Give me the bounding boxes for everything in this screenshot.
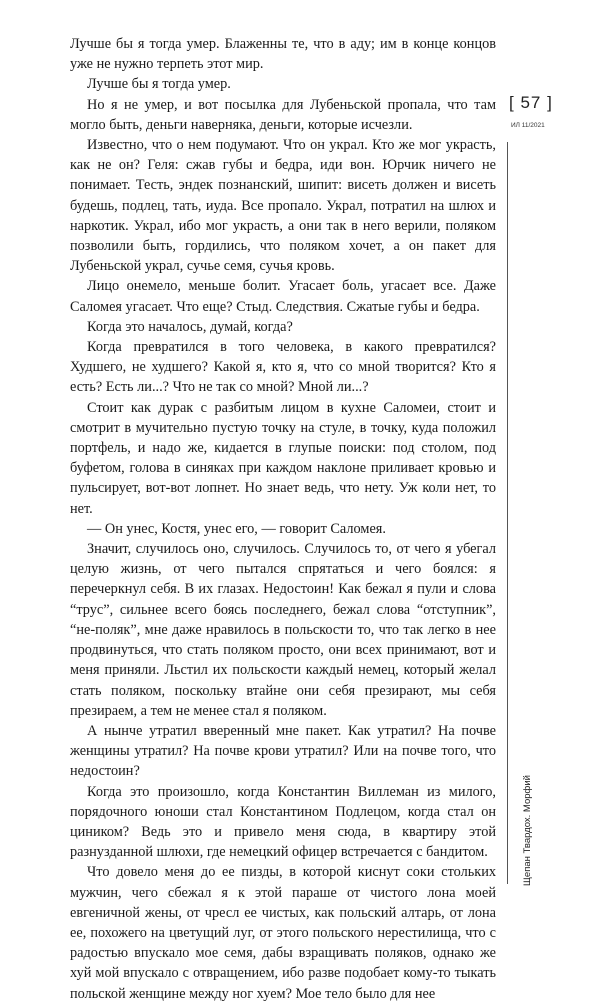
paragraph: Когда превратился в того человека, в какого превратился? Худшего, не худшего? Какой я, кто я, что со мной творится? Кто я есть? Есть ли...? Что не так со мной? Мной ли...? [70,339,496,396]
paragraph: Лицо онемело, меньше болит. Угасает боль, угасает все. Даже Саломея угасает. Что еще? Стыд. Следствия. Сжатые губы и бедра. [70,278,496,315]
paragraph: Когда это началось, думай, когда? [87,318,293,335]
paragraph: Лучше бы я тогда умер. [87,76,231,93]
running-title: Щепан Твардох. Морфий [522,775,533,886]
margin-rule [507,142,508,884]
page-number: [ 57 ] [509,93,553,112]
issue-label: ИЛ 11/2021 [511,122,545,129]
paragraph: Значит, случилось оно, случилось. Случилось то, от чего я убегал целую жизнь, от чего пытался спрятаться и чего боялся: я перечеркнул себя. В их глазах. Недостоин! Как бежал я пули и слова “трус”, сильнее всего боясь последнего, бежал слова “отступник”, “не-поляк”, мне даже нравилось в польскости то, что так легко в нее продвинуться, что стать поляком просто, они всех принимают, вот и меня приняли. Льстил их польскости каждый немец, который желал стать поляком, поскольку втайне они себя презирают, мы себя презираем, а тем не менее стал я поляком. [70,541,496,719]
paragraph: Лучше бы я тогда умер. Блаженны те, что в аду; им в конце концов уже не нужно терпеть этот мир. [70,36,496,73]
paragraph: Когда это произошло, когда Константин Виллеман из милого, порядочного юноши стал Константином Подлецом, когда стал он циником? Ведь это и привело меня сюда, в квартиру этой разнузданной шлюхи, где немецкий офицер встречается с бандитом. [70,783,496,861]
paragraph: Но я не умер, и вот посылка для Лубеньской пропала, что там могло быть, деньги наверняка, деньги, которые исчезли. [70,96,496,133]
paragraph: Стоит как дурак с разбитым лицом в кухне Саломеи, стоит и смотрит в мучительно пустую точку на стуле, в точку, куда положил портфель, и надо же, кидается в глупые поиски: под столом, под буфетом, голова в синяках при каждом наклоне приливает кровью и пульсирует, вот-вот лопнет. Но знает ведь, что нету. Уж коли нет, то нет. [70,399,496,517]
body-text [70,34,496,1004]
paragraph: Что довело меня до ее пизды, в которой киснут соки стольких мужчин, чего сбежал я к этой параше от чистого лона моей евгеничной жены, от чресл ее чистых, как польский алтарь, от лона ее, похожего на цветущий луг, от этого польского нерестилища, что с радостью впускало мое семя, дабы взращивать поляков, однако же хуй мой впускало с отвращением, ибо разве подобает кому-то тыкать польской женщине между ног хуем? Мое тело было для нее [70,864,496,1002]
paragraph: Известно, что о нем подумают. Что он украл. Кто же мог украсть, как не он? Геля: сжав губы и бедра, иди вон. Юрчик ничего не понимает. Тесть, эндек познанский, шипит: висеть должен и висеть будешь, подлец, тать, иуда. Все пропало. Украл, потратил на шлюх и наркотик. Украл, ибо мог украсть, а они так в него верили, поляком позволили быть, гордились, что поляком хочет, а он пакет для Лубеньской украл, сучье семя, сучья кровь. [70,137,496,275]
paragraph: А нынче утратил вверенный мне пакет. Как утратил? На почве женщины утратил? На почве крови утратил? Или на почве того, что недостоин? [70,722,496,780]
paragraph: — Он унес, Костя, унес его, — говорит Саломея. [87,520,386,537]
